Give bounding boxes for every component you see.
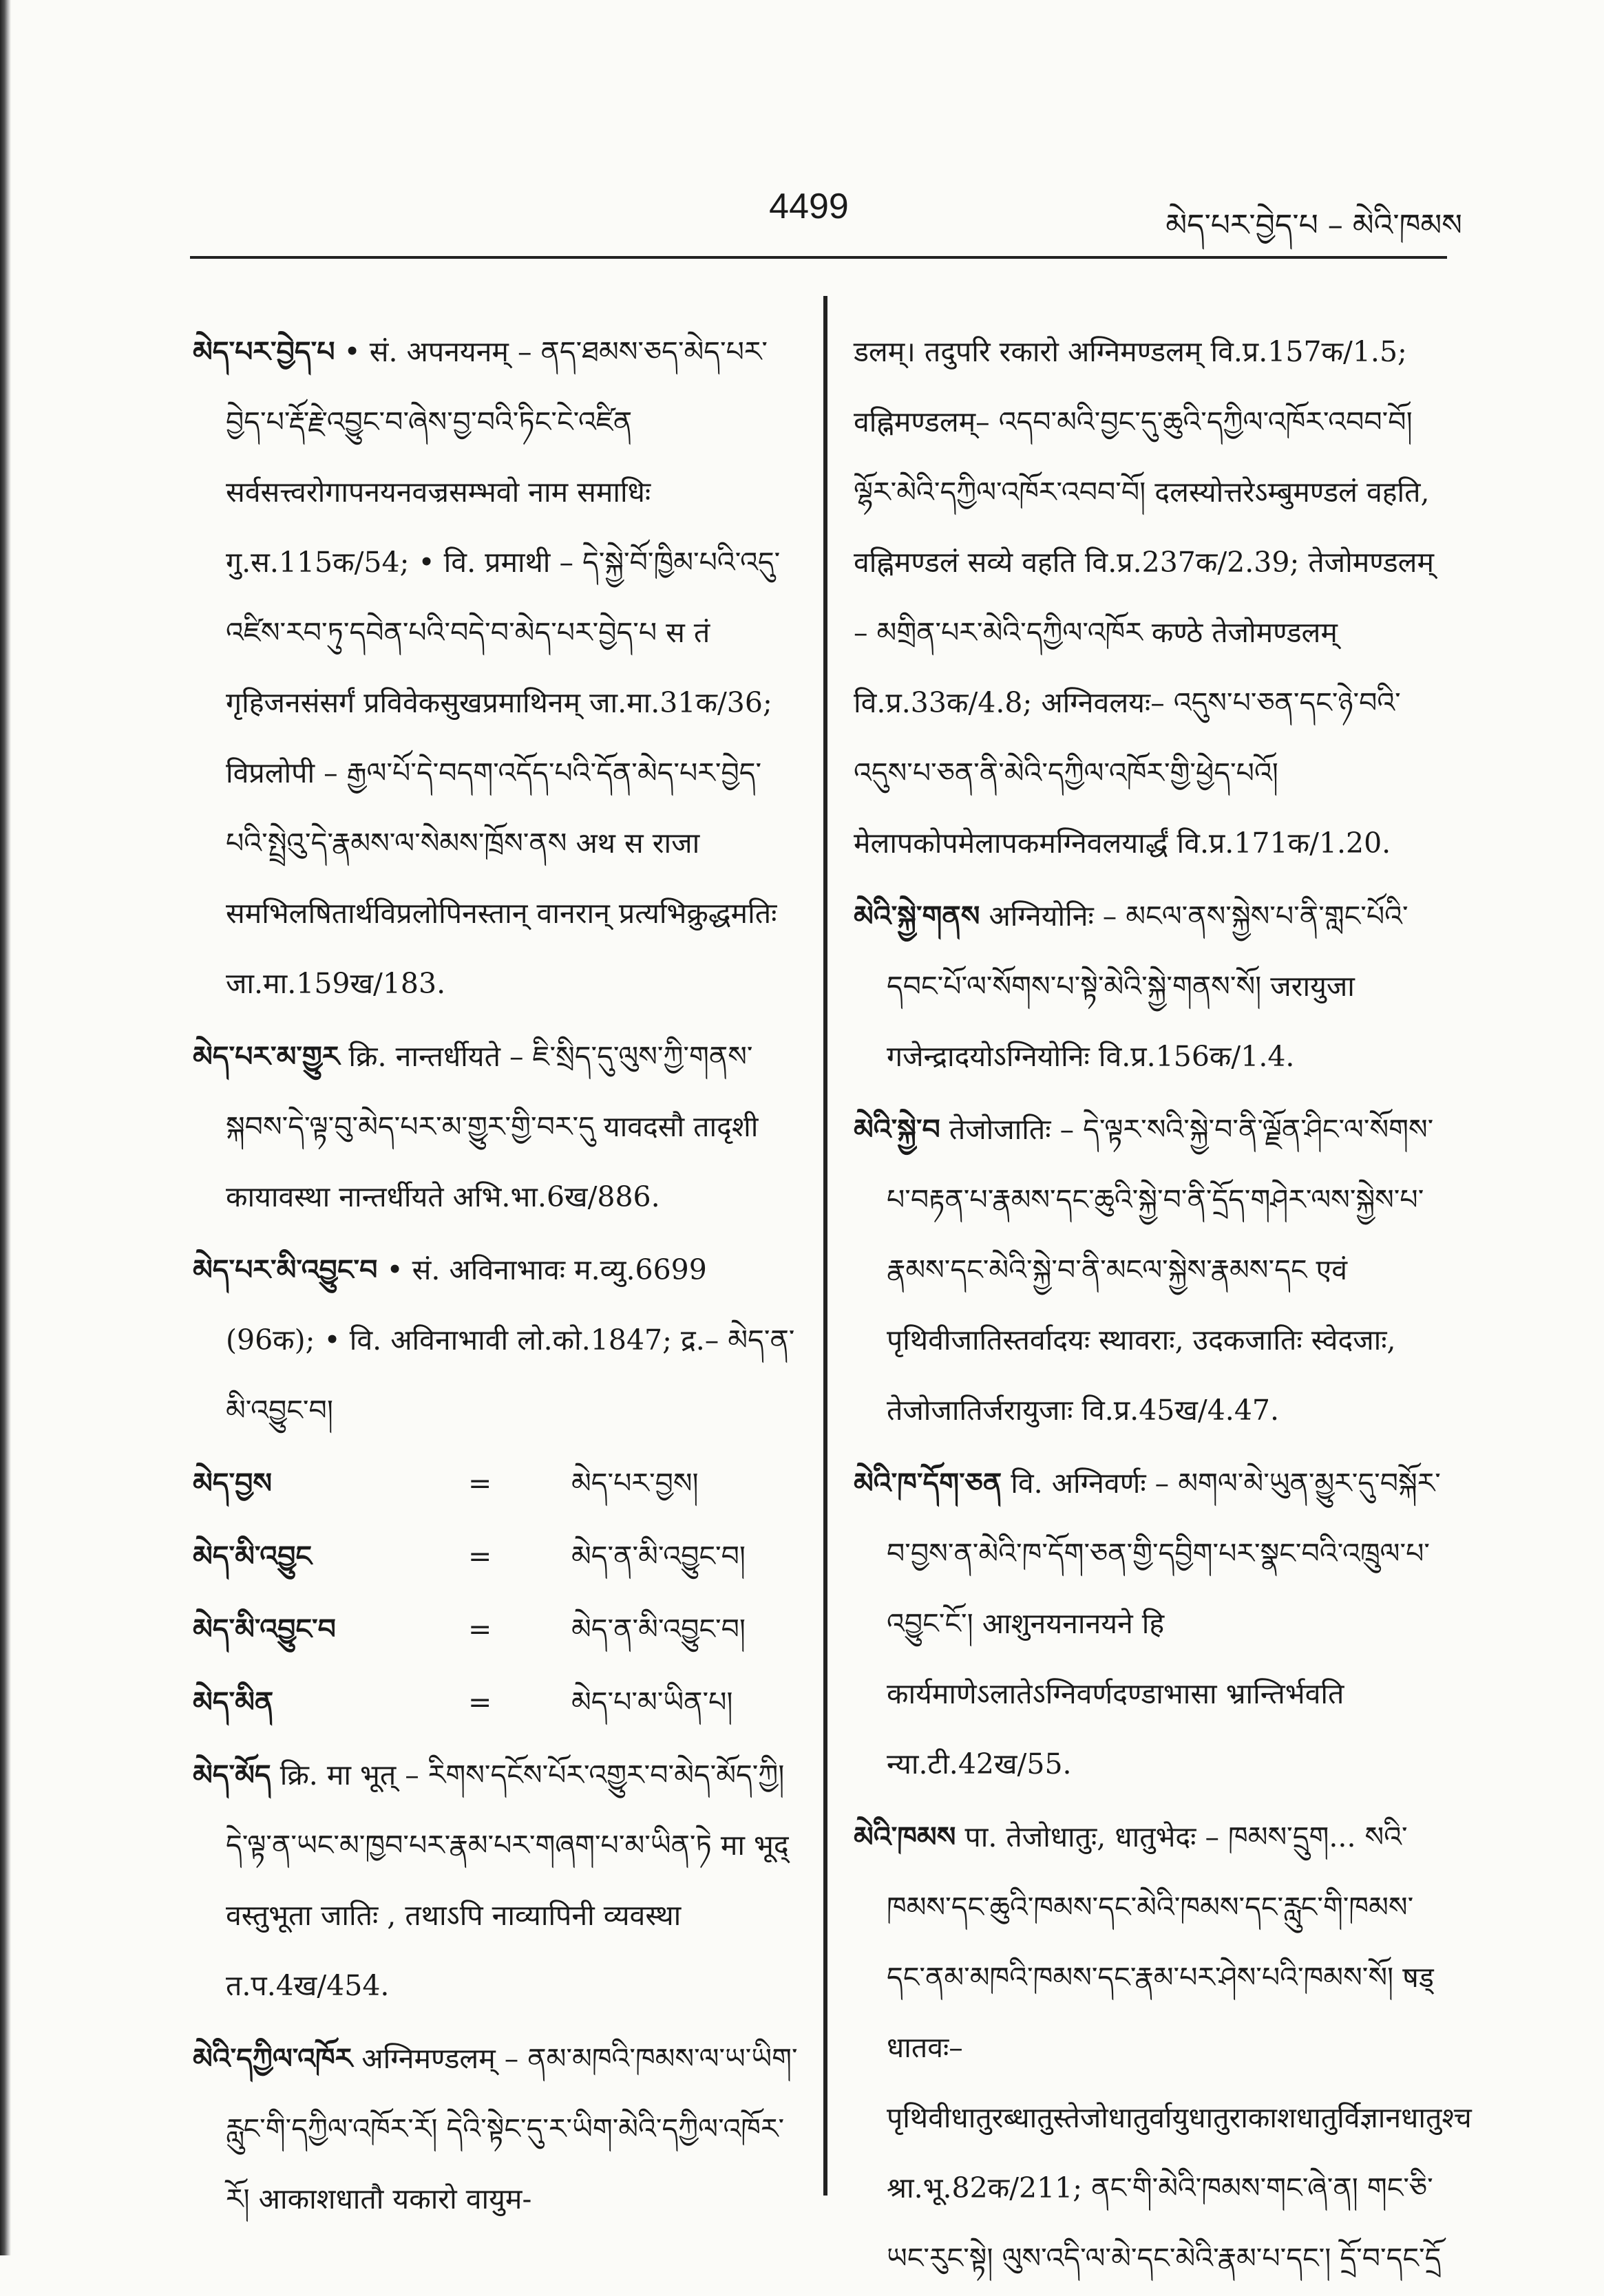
xref-equals: = <box>468 1686 492 1719</box>
book-spine-shadow <box>0 0 11 2255</box>
entry-headword: མེད་མོད <box>193 1758 271 1792</box>
entry-headword: མེའི་ཁམས <box>854 1820 956 1853</box>
xref-target: མེད་ན་མི་འབྱུང་བ། <box>571 1540 746 1573</box>
entry-body: डलम्। तदुपरि रकारो अग्निमण्डलम् वि.प्र.157क/1.5; वह्निमण्डलम्– འདབ་མའི་བྱང་དུ་ཆུའི་དཀྱིལ་འཁོར་འབབ་བོ། ལྷོར་མེའི་དཀྱིལ་འཁོར་འབབ་བོ། दलस्योत्तरेऽम्बुमण्डलं वहति, वह्निमण्डलं सव्ये वहति वि.प्र.237क/2.39; तेजोमण्डलम् – མགྲིན་པར་མེའི་དཀྱིལ་འཁོར कण्ठे तेजोमण्डलम् वि.प्र.33क/4.8; अग्निवलयः– འདུས་པ་ཅན་དང་ཉེ་བའི་འདུས་པ་ཅན་ནི་མེའི་དཀྱིལ་འཁོར་གྱི་ཕྱེད་པའོ། मेलापकोपमेलापकमग्निवलयार्द्धं वि.प्र.171क/1.20. <box>854 335 1434 860</box>
right-column <box>854 317 1472 2296</box>
cross-reference-row <box>193 1448 799 1518</box>
dictionary-entry <box>193 1235 799 1445</box>
dictionary-entry <box>193 317 799 1019</box>
xref-equals: = <box>468 1467 492 1500</box>
entry-body: पा. तेजोधातुः, धातुभेदः – ཁམས་དྲུག... སའི་ཁམས་དང་ཆུའི་ཁམས་དང་མེའི་ཁམས་དང་རླུང་གི་ཁམས་དང་ནམ་མཁའི་ཁམས་དང་རྣམ་པར་ཤེས་པའི་ཁམས་སོ། षड् धातवः–पृथिवीधातुरब्धातुस्तेजोधातुर्वायुधातुराकाशधातुर्विज्ञानधातुश्च श्रा.भू.82क/211; ནང་གི་མེའི་ཁམས་གང་ཞེ་ན། གང་ཅི་ཡང་རུང་སྟེ། ལུས་འདི་ལ་མེ་དང་མེའི་རྣམ་པ་དང་། དྲོ་བ་དང་དྲོ <box>887 1820 1472 2275</box>
entry-headword: མེད་པར་མ་གྱུར <box>193 1040 340 1073</box>
page-number: 4499 <box>769 187 849 226</box>
xref-headword: མེད་བྱས <box>193 1467 273 1500</box>
cross-reference-row <box>193 1667 799 1737</box>
xref-equals: = <box>468 1540 492 1573</box>
entry-body: • सं. अपनयनम् – ནད་ཐམས་ཅད་མེད་པར་བྱེད་པ་རྡོ་རྗེ་འབྱུང་བ་ཞེས་བྱ་བའི་ཏིང་ངེ་འཛིན सर्वसत्त्वरोगापनयनवज्रसम्भवो नाम समाधिः गु.स.115क/54; • वि. प्रमाथी – དེ་སྐྱེ་བོ་ཁྱིམ་པའི་འདུ་འཛིས་རབ་ཏུ་དབེན་པའི་བདེ་བ་མེད་པར་བྱེད་པ स तं गृहिजनसंसर्गं प्रविवेकसुखप्रमाथिनम् जा.मा.31क/36; विप्रलोपी – རྒྱལ་པོ་དེ་བདག་འདོད་པའི་དོན་མེད་པར་བྱེད་པའི་སྤྲེའུ་དེ་རྣམས་ལ་སེམས་ཁྲོས་ནས अथ स राजा समभिलषितार्थविप्रलोपिनस्तान् वानरान् प्रत्यभिक्रुद्धमतिः जा.मा.159ख/183. <box>226 335 781 1000</box>
cross-reference-row <box>193 1521 799 1591</box>
entry-body: तेजोजातिः – དེ་ལྟར་སའི་སྐྱེ་བ་ནི་ལྗོན་ཤིང་ལ་སོགས་པ་བརྟན་པ་རྣམས་དང་ཆུའི་སྐྱེ་བ་ནི་དྲོད་གཤེར་ལས་སྐྱེས་པ་རྣམས་དང་མེའི་སྐྱེ་བ་ནི་མངལ་སྐྱེས་རྣམས་དང एवं पृथिवीजातिस्तर्वादयः स्थावराः, उदकजातिः स्वेदजाः, तेजोजातिर्जरायुजाः वि.प्र.45ख/4.47. <box>887 1113 1434 1427</box>
entry-headword: མེད་པར་མི་འབྱུང་བ <box>193 1253 378 1286</box>
dictionary-entry <box>854 1448 1446 1799</box>
xref-target: མེད་པ་མ་ཡིན་པ། <box>571 1686 733 1719</box>
dictionary-entry <box>193 1021 799 1232</box>
dictionary-entry <box>854 881 1446 1092</box>
column-divider <box>823 296 827 2196</box>
entry-body: • सं. अविनाभावः म.व्यु.6699 (96क); • वि. अविनाभावी लो.को.1847; द्र.– མེད་ན་མི་འབྱུང་བ། <box>226 1253 795 1427</box>
dictionary-entry <box>854 1802 1472 2293</box>
dictionary-entry <box>193 1740 799 2021</box>
entry-body: अग्निमण्डलम् – ནམ་མཁའི་ཁམས་ལ་ཡ་ཡིག་རླུང་གི་དཀྱིལ་འཁོར་རོ། དེའི་སྟེང་དུ་ར་ཡིག་མེའི་དཀྱིལ་འཁོར་རོ། आकाशधातौ यकारो वायुम- <box>226 2042 798 2215</box>
dictionary-entry <box>193 2023 799 2234</box>
entry-continuation <box>854 317 1446 878</box>
entry-headword: མེའི་དཀྱིལ་འཁོར <box>193 2042 353 2075</box>
xref-headword: མེད་མི་འབྱུང་བ <box>193 1613 336 1646</box>
dictionary-entry <box>854 1094 1446 1445</box>
cross-reference-row <box>193 1594 799 1664</box>
xref-target: མེད་ན་མི་འབྱུང་བ། <box>571 1613 746 1646</box>
entry-headword: མེད་པར་བྱེད་པ <box>193 335 335 368</box>
running-head: མེད་པར་བྱེད་པ – མེའི་ཁམས <box>1165 208 1462 243</box>
entry-body: क्रि. मा भूत् – རིགས་དངོས་པོར་འགྱུར་བ་མེད་མོད་ཀྱི། དེ་ལྟ་ན་ཡང་མ་ཁྱབ་པར་རྣམ་པར་གཞག་པ་མ་ཡིན་ཏེ मा भूद् वस्तुभूता जातिः , तथाऽपि नाव्यापिनी व्यवस्था त.प.4ख/454. <box>226 1758 789 2002</box>
left-column <box>193 317 799 2237</box>
xref-headword: མེད་མི་འབྱུང <box>193 1540 313 1573</box>
entry-body: अग्नियोनिः – མངལ་ནས་སྐྱེས་པ་ནི་གླང་པོའི་དབང་པོ་ལ་སོགས་པ་སྟེ་མེའི་སྐྱེ་གནས་སོ། जरायुजा गजेन्द्रादयोऽग्नियोनिः वि.प्र.156क/1.4. <box>887 900 1408 1073</box>
entry-body: वि. अग्निवर्णः – མགལ་མེ་ཡུན་མྱུར་དུ་བསྐོར་བ་བྱས་ན་མེའི་ཁ་དོག་ཅན་གྱི་དབྱིག་པར་སྣང་བའི་འཁྲུལ་པ་འབྱུང་ངོ་། आशुनयनानयने हि कार्यमाणेऽलातेऽग्निवर्णदण्डाभासा भ्रान्तिर्भवति न्या.टी.42ख/55. <box>887 1467 1441 1781</box>
entry-headword: མེའི་ཁ་དོག་ཅན <box>854 1467 1002 1500</box>
xref-target: མེད་པར་བྱས། <box>571 1467 699 1500</box>
xref-headword: མེད་མིན <box>193 1686 274 1719</box>
entry-body: क्रि. नान्तर्धीयते – ཇི་སྲིད་དུ་ལུས་ཀྱི་གནས་སྐབས་དེ་ལྟ་བུ་མེད་པར་མ་གྱུར་གྱི་བར་དུ यावदसौ तादृशी कायावस्था नान्तर्धीयते अभि.भा.6ख/886. <box>226 1040 759 1213</box>
header-rule <box>190 256 1447 259</box>
entry-headword: མེའི་སྐྱེ་བ <box>854 1113 940 1146</box>
xref-equals: = <box>468 1613 492 1646</box>
entry-headword: མེའི་སྐྱེ་གནས <box>854 900 980 933</box>
